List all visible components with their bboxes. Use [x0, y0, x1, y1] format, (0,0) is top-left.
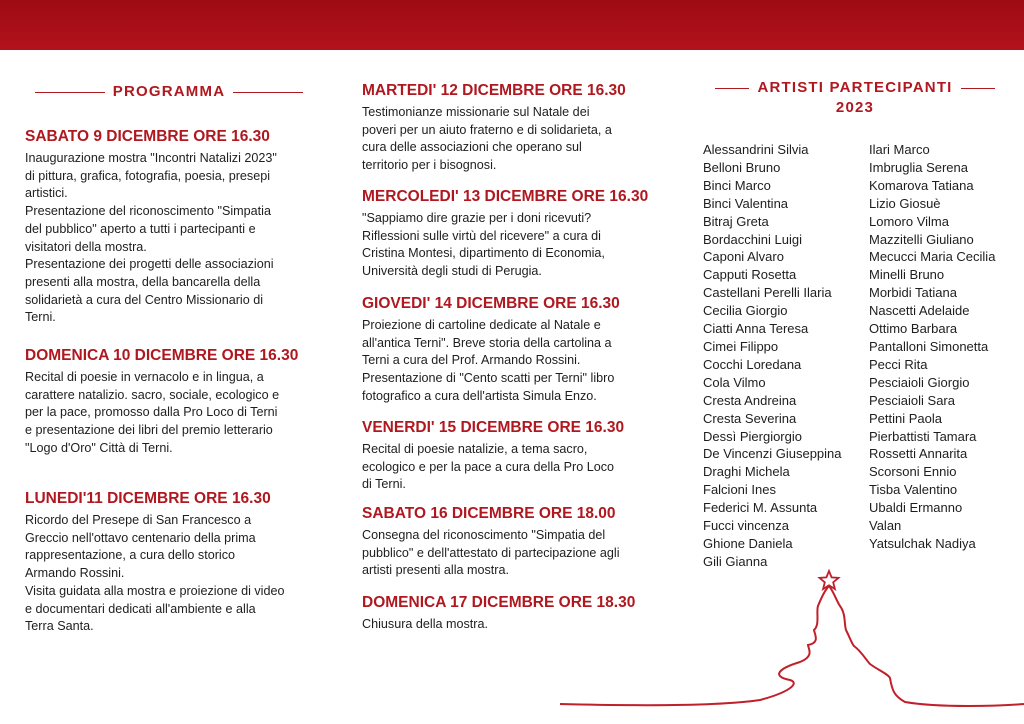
artist-name: Capputi Rosetta [703, 267, 797, 283]
artist-name: Imbruglia Serena [869, 159, 968, 175]
artists-heading-year: 2023 [835, 99, 875, 116]
artist-name: Scorsoni Ennio [869, 464, 957, 480]
artist-name: Caponi Alvaro [703, 249, 784, 265]
artist-name: Ubaldi Ermanno [869, 500, 963, 516]
artist-name: Draghi Michela [703, 464, 790, 480]
artist-name: Mecucci Maria Cecilia [869, 249, 996, 265]
event-description: Consegna del riconoscimento "Simpatia del pubblico" e dell'attestato di partecipazione agli artisti presenti alla mostra. [362, 528, 620, 578]
event-description: "Sappiamo dire grazie per i doni ricevuti? Riflessioni sulle virtù del ricevere" a cura di Cristina Montesi, dipartimento di Economia, Università degli studi di Perugia. [362, 211, 605, 279]
artist-name: Mazzitelli Giuliano [869, 231, 974, 247]
artist-name: Alessandrini Silvia [703, 142, 809, 157]
artist-name: Ciatti Anna Teresa [703, 321, 809, 337]
artist-name: Gili Gianna [703, 553, 768, 569]
artist-name: Minelli Bruno [869, 267, 945, 283]
artist-name: Cresta Andreina [703, 392, 797, 408]
artist-name: Falcioni Ines [703, 482, 776, 498]
tree-outline [560, 586, 1024, 706]
artist-name: Castellani Perelli Ilaria [703, 285, 832, 301]
artist-name: Binci Valentina [703, 195, 789, 211]
event-title: VENERDI' 15 DICEMBRE ORE 16.30 [362, 419, 625, 436]
artist-name: Bordacchini Luigi [703, 231, 803, 247]
artist-name: Lomoro Vilma [869, 213, 949, 229]
event-title: SABATO 9 DICEMBRE ORE 16.30 [25, 128, 270, 145]
artist-name: Cola Vilmo [703, 374, 766, 390]
artist-name: De Vincenzi Giuseppina [703, 446, 842, 462]
artist-name: Pecci Rita [869, 356, 928, 372]
artist-name: Rossetti Annarita [869, 446, 968, 462]
artist-name: Ottimo Barbara [869, 321, 958, 337]
artist-name: Dessì Piergiorgio [703, 428, 802, 444]
artist-name: Cocchi Loredana [703, 356, 802, 372]
artist-name: Pierbattisti Tamara [869, 428, 977, 444]
artist-name: Pesciaioli Giorgio [869, 374, 970, 390]
event-title: LUNEDI'11 DICEMBRE ORE 16.30 [25, 490, 271, 507]
artist-name: Cecilia Giorgio [703, 303, 788, 319]
artist-name: Ghione Daniela [703, 535, 793, 551]
artist-name: Fucci vincenza [703, 518, 789, 534]
event-description: Proiezione di cartoline dedicate al Natale e all'antica Terni". Breve storia della cartolina a Terni a cura del Prof. Armando Rossini. Presentazione di "Cento scatti per Terni" libro fotografico a cura dell'artista Simula Enzo. [362, 318, 615, 403]
event-description: Ricordo del Presepe di San Francesco a Greccio nell'ottavo centenario della prima rappresentazione, a cura dello storico Armando Rossini. Visita guidata alla mostra e proiezione di video e documentari dedicati all'ambiente e alla Terra Santa. [25, 513, 285, 634]
event-title: MARTEDI' 12 DICEMBRE ORE 16.30 [362, 82, 626, 99]
artist-name: Bitraj Greta [703, 213, 769, 229]
event-description: Testimonianze missionarie sul Natale dei poveri per un aiuto fraterno e di solidarieta, a cura delle associazioni che operano sul territorio per i bisognosi. [362, 105, 612, 173]
event-description: Recital di poesie in vernacolo e in lingua, a carattere natalizio. sacro, sociale, ecologico e per la pace, promosso dalla Pro Loco di Terni e presentazione dei libri del premio letterario "Logo d'Oro" Città di Terni. [25, 370, 280, 455]
program-heading: PROGRAMMA [112, 83, 226, 100]
artist-name: Pesciaioli Sara [869, 392, 955, 408]
star-icon [820, 571, 839, 589]
event-description: Chiusura della mostra. [362, 617, 488, 631]
artist-name: Lizio Giosuè [869, 195, 941, 211]
event-description: Recital di poesie natalizie, a tema sacro, ecologico e per la pace a cura della Pro Loco di Terni. [362, 442, 615, 492]
artist-name: Binci Marco [703, 177, 771, 193]
event-description: Inaugurazione mostra "Incontri Natalizi 2023" di pittura, grafica, fotografia, poesia, presepi artistici. Presentazione del riconoscimento "Simpatia del pubblico" aperto a tutti i partecipanti e visitatori della mostra. Presentazione dei progetti delle associazioni presenti alla mostra, della bancarella della solidarietà a cura del Centro Missionario di Terni. [25, 151, 277, 325]
artist-name: Cimei Filippo [703, 338, 779, 354]
event-title: SABATO 16 DICEMBRE ORE 18.00 [362, 505, 616, 522]
event-title: GIOVEDI' 14 DICEMBRE ORE 16.30 [362, 295, 620, 312]
artist-name: Tisba Valentino [869, 482, 958, 498]
artists-heading: ARTISTI PARTECIPANTI [757, 79, 953, 96]
event-title: DOMENICA 17 DICEMBRE ORE 18.30 [362, 594, 636, 611]
artist-name: Belloni Bruno [703, 159, 781, 175]
event-title: MERCOLEDI' 13 DICEMBRE ORE 16.30 [362, 188, 649, 205]
artist-name: Ilari Marco [869, 142, 930, 157]
artist-name: Valan [869, 518, 902, 534]
artist-name: Morbidi Tatiana [869, 285, 957, 301]
artist-name: Cresta Severina [703, 410, 797, 426]
artist-name: Federici M. Assunta [703, 500, 818, 516]
artist-name: Pantalloni Simonetta [869, 338, 989, 354]
artist-name: Nascetti Adelaide [869, 303, 970, 319]
artist-name: Yatsulchak Nadiya [869, 535, 976, 551]
artist-name: Pettini Paola [869, 410, 942, 426]
event-title: DOMENICA 10 DICEMBRE ORE 16.30 [25, 347, 299, 364]
artist-name: Komarova Tatiana [869, 177, 974, 193]
